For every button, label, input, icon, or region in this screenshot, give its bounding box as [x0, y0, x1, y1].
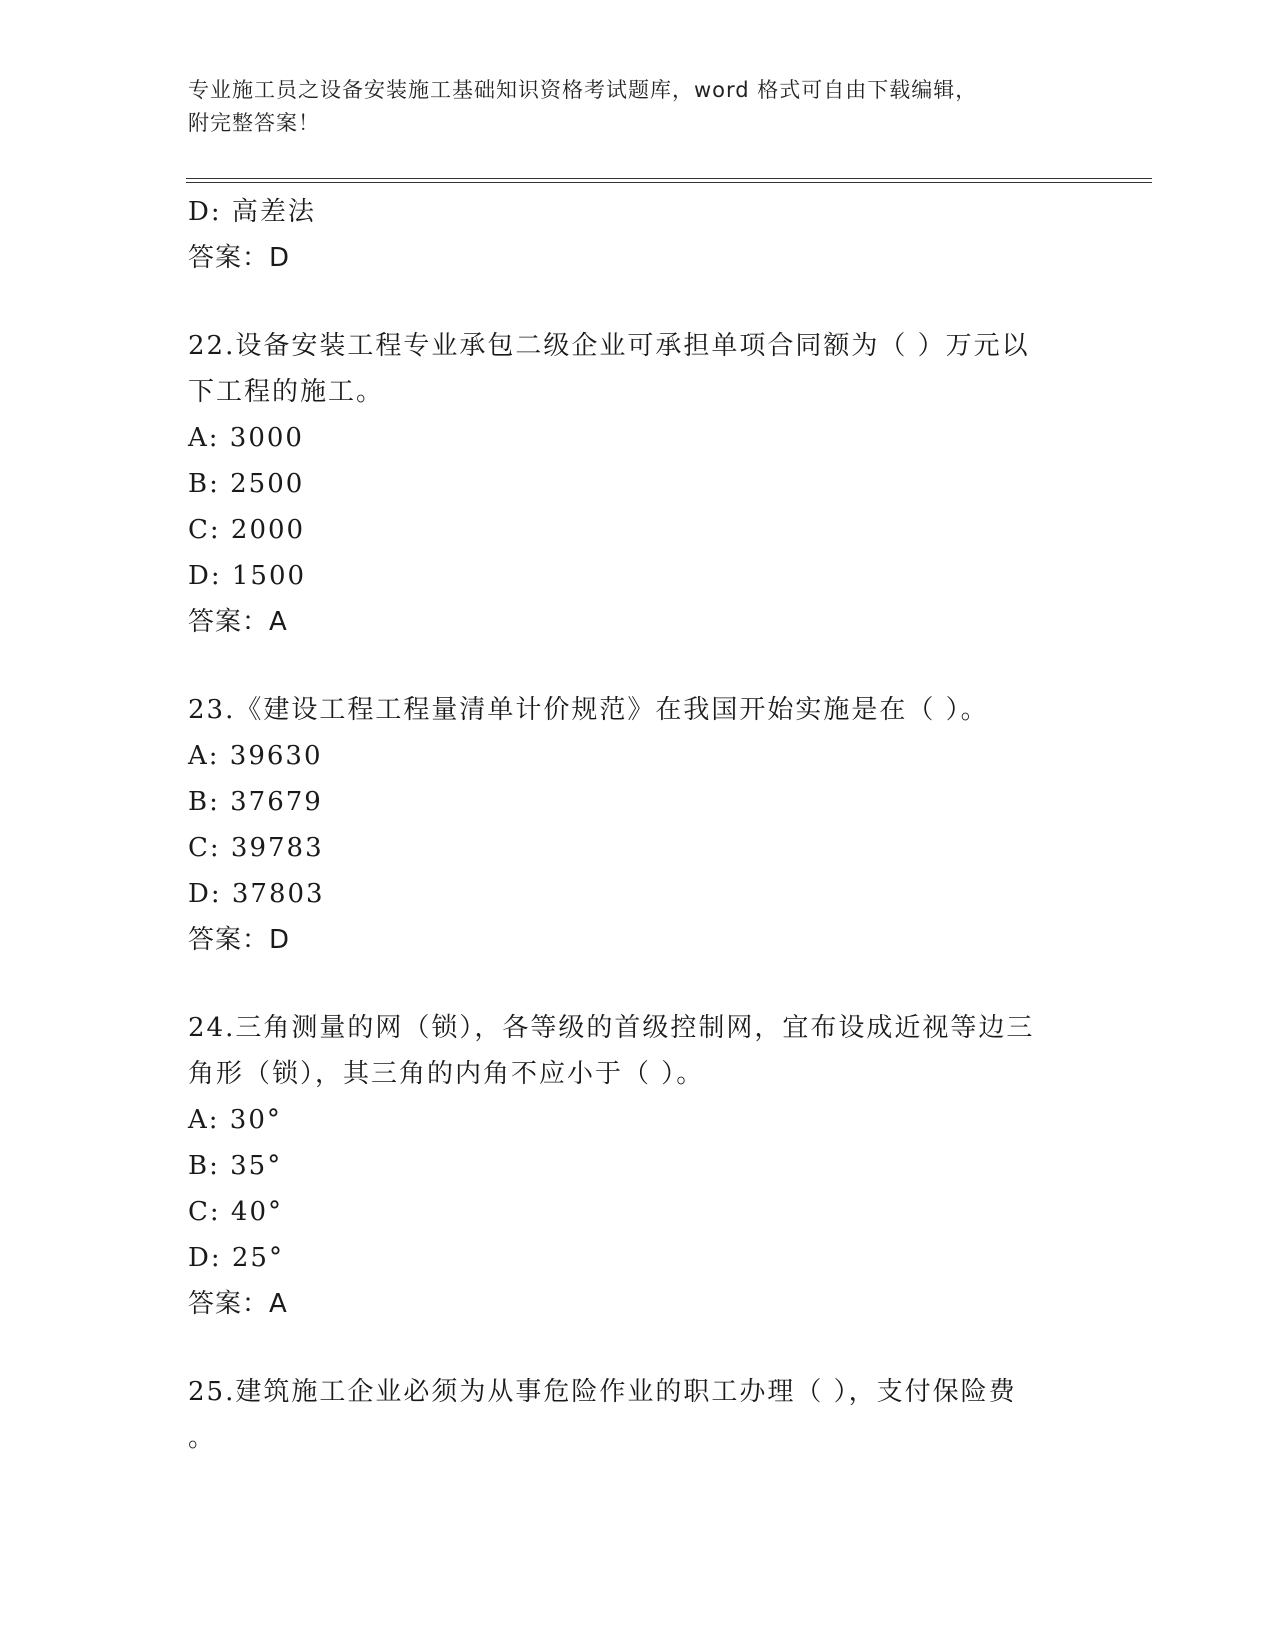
- document-header: [188, 74, 1088, 140]
- question-21-tail: [188, 189, 1088, 281]
- option-b: B: 35°: [188, 1151, 283, 1181]
- question-list: [188, 189, 1088, 1461]
- option-d: D: 1500: [188, 561, 307, 591]
- option-d: D: 25°: [188, 1243, 284, 1273]
- option-b: B: 2500: [188, 469, 305, 499]
- question-text-line-1: 22.设备安装工程专业承包二级企业可承担单项合同额为（ ）万元以: [188, 331, 1030, 361]
- option-d: D: 37803: [188, 879, 325, 909]
- option-c: C: 39783: [188, 833, 324, 863]
- question-text-line-1: 24.三角测量的网（锁），各等级的首级控制网，宜布设成近视等边三: [188, 1013, 1035, 1043]
- question-text-line-1: 25.建筑施工企业必须为从事危险作业的职工办理（ ），支付保险费: [188, 1377, 1017, 1407]
- option-a: A: 3000: [188, 423, 304, 453]
- answer-line: 答案：D: [188, 243, 291, 273]
- option-c: C: 40°: [188, 1197, 284, 1227]
- answer-line: 答案：A: [188, 607, 288, 637]
- spacer: [188, 645, 1088, 687]
- header-divider-top: [186, 178, 1152, 179]
- question-24: [188, 1005, 1088, 1327]
- header-divider-bottom: [186, 182, 1152, 183]
- answer-line: 答案：A: [188, 1289, 288, 1319]
- question-text-line-2: 。: [188, 1423, 217, 1453]
- spacer: [188, 963, 1088, 1005]
- question-25: [188, 1369, 1088, 1461]
- option-a: A: 39630: [188, 741, 323, 771]
- spacer: [188, 1327, 1088, 1369]
- question-22: [188, 323, 1088, 645]
- option-d: D: 高差法: [188, 197, 316, 227]
- option-a: A: 30°: [188, 1105, 282, 1135]
- question-text-line-1: 23.《建设工程工程量清单计价规范》在我国开始实施是在（ ）。: [188, 695, 989, 725]
- question-23: [188, 687, 1088, 963]
- header-line-2: 附完整答案！: [188, 111, 320, 135]
- header-line-1: 专业施工员之设备安装施工基础知识资格考试题库，word 格式可自由下载编辑，: [188, 78, 978, 102]
- answer-line: 答案：D: [188, 925, 291, 955]
- option-c: C: 2000: [188, 515, 306, 545]
- question-text-line-2: 下工程的施工。: [188, 377, 385, 407]
- spacer: [188, 281, 1088, 323]
- option-b: B: 37679: [188, 787, 323, 817]
- question-text-line-2: 角形（锁），其三角的内角不应小于（ ）。: [188, 1059, 705, 1089]
